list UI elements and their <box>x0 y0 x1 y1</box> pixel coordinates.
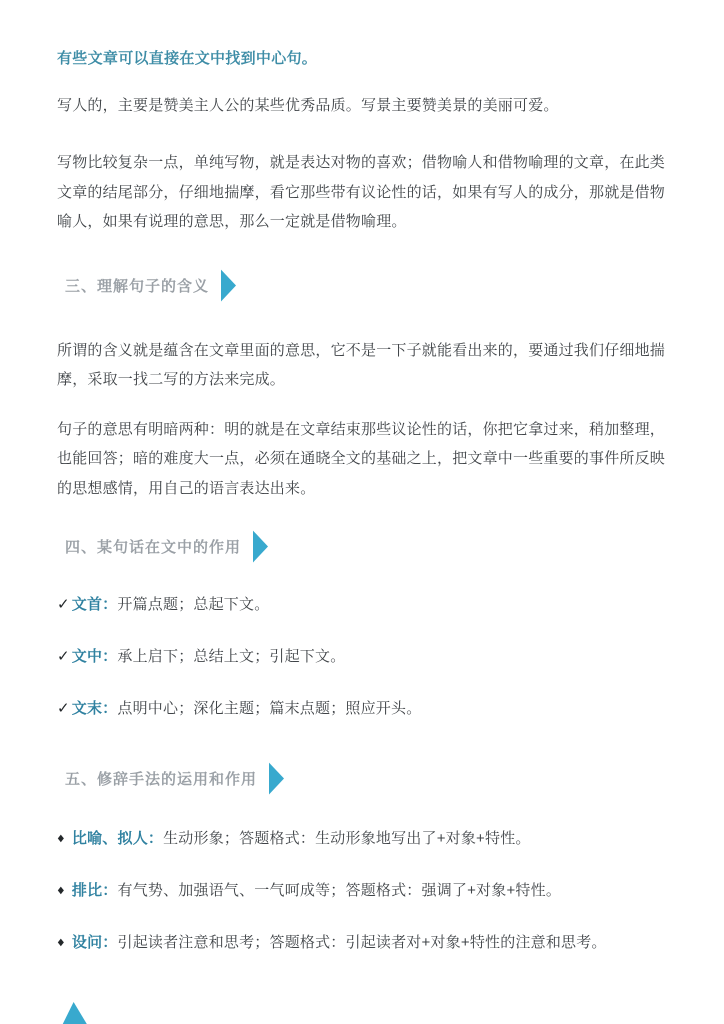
bullet-term: 排比： <box>71 882 118 899</box>
section-arrow-icon <box>269 762 284 795</box>
center-sentence-highlight: 有些文章可以直接在文中找到中心句。 <box>57 50 318 67</box>
list-item-paibi <box>57 880 667 901</box>
section-title: 三、理解句子的含义 <box>65 277 210 295</box>
check-icon: ✓ <box>57 700 70 717</box>
section-header-rhetoric <box>57 762 667 795</box>
bullet-term: 文中： <box>71 648 118 665</box>
bullet-text: 有气势、加强语气、一气呵成等；答题格式：强调了+对象+特性。 <box>117 882 562 899</box>
list-item-biyu-niren <box>57 828 667 849</box>
bullet-term: 比喻、拟人： <box>71 830 164 847</box>
check-icon: ✓ <box>57 648 70 665</box>
section-arrow-icon <box>221 269 236 302</box>
bullet-term: 设问： <box>71 934 118 951</box>
section-title: 四、某句话在文中的作用 <box>65 539 242 556</box>
paragraph-meaning-types: 句子的意思有明暗两种：明的就是在文章结束那些议论性的话，你把它拿过来，稍加整理，也能回答；暗的难度大一点，必须在通晓全文的基础之上，把文章中一些重要的事件所反映的思想感情，用自己的语言表达出来。 <box>57 420 666 497</box>
diamond-icon: ◆ <box>57 937 65 948</box>
diamond-icon: ◆ <box>57 833 65 844</box>
paragraph-meaning-definition: 所谓的含义就是蕴含在文章里面的意思，它不是一下子就能看出来的，要通过我们仔细地揣摩，采取一找二写的方法来完成。 <box>57 341 666 388</box>
bullet-term: 文首： <box>71 596 118 613</box>
diamond-icon: ◆ <box>57 885 65 896</box>
bullet-text: 承上启下；总结上文；引起下文。 <box>117 648 346 665</box>
bullet-term: 文末： <box>71 700 118 717</box>
check-icon: ✓ <box>57 596 70 613</box>
list-item-wenshou <box>57 594 667 615</box>
section-title: 五、修辞手法的运用和作用 <box>65 771 258 788</box>
page-corner-ribbon-icon <box>56 1002 88 1024</box>
list-item-wenzhong <box>57 646 667 667</box>
paragraph-writing-objects: 写物比较复杂一点，单纯写物，就是表达对物的喜欢；借物喻人和借物喻理的文章，在此类文章的结尾部分，仔细地揣摩，看它那些带有议论性的话，如果有写人的成分，那就是借物喻人，如果有说理的意思，那么一定就是借物喻理。 <box>57 154 666 230</box>
section-header-understanding-sentences <box>57 269 667 302</box>
bullet-text: 引起读者注意和思考；答题格式：引起读者对+对象+特性的注意和思考。 <box>117 934 607 951</box>
bullet-text: 开篇点题；总起下文。 <box>117 596 270 613</box>
section-header-sentence-function <box>57 530 667 563</box>
list-item-wenmo <box>57 698 667 719</box>
bullet-text: 点明中心；深化主题；篇末点题；照应开头。 <box>117 700 422 717</box>
paragraph-writing-people: 写人的，主要是赞美主人公的某些优秀品质。写景主要赞美景的美丽可爱。 <box>57 97 559 114</box>
bullet-text: 生动形象；答题格式：生动形象地写出了+对象+特性。 <box>163 830 531 847</box>
section-arrow-icon <box>253 530 268 563</box>
list-item-shewen <box>57 932 667 953</box>
